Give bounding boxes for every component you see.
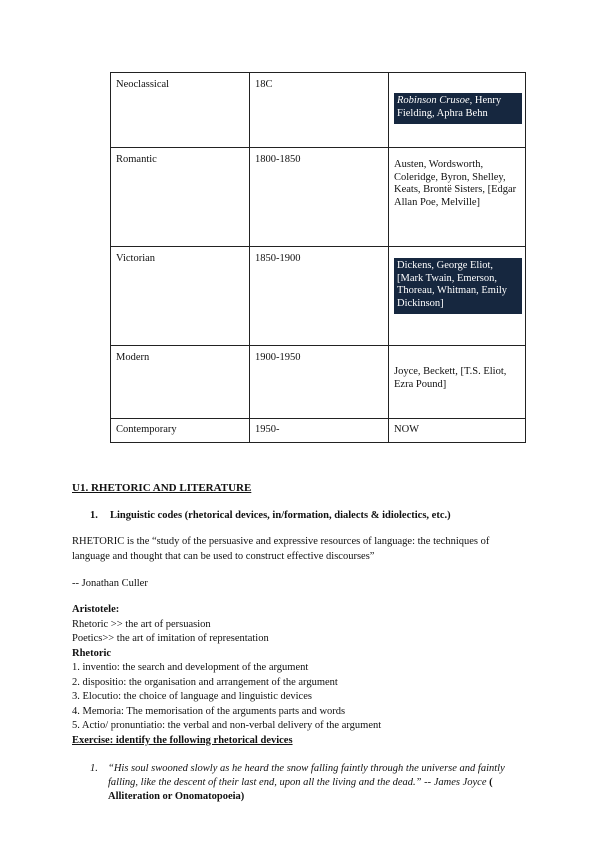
section-title: U1. RHETORIC AND LITERATURE bbox=[72, 482, 252, 494]
subsection-text: Linguistic codes (rhetorical devices, in/formation, dialects & idiolectics, etc.) bbox=[110, 510, 451, 521]
novel-title: Robinson Crusoe bbox=[397, 95, 470, 106]
highlighted-authors bbox=[394, 93, 522, 124]
table-row bbox=[111, 346, 526, 419]
rhetoric-definition: RHETORIC is the “study of the persuasive and expressive resources of language: the techniques of language and thought that can be used to construct effective discourses” bbox=[72, 536, 490, 562]
aristotele-block bbox=[72, 603, 522, 748]
period-cell: Modern bbox=[111, 346, 250, 419]
period-cell: Neoclassical bbox=[111, 73, 250, 148]
rhetoric-heading: Rhetoric bbox=[72, 647, 112, 659]
authors-cell: NOW bbox=[389, 419, 526, 443]
aristotele-line: Rhetoric >> the art of persuasion bbox=[72, 618, 211, 630]
authors-text: Austen, Wordsworth, Coleridge, Byron, Shelley, Keats, Brontë Sisters, [Edgar Allan Poe, Melville] bbox=[394, 159, 517, 208]
years-cell: 18C bbox=[250, 73, 389, 148]
rhetoric-canon-line: 5. Actio/ pronuntiatio: the verbal and non-verbal delivery of the argument bbox=[72, 720, 382, 731]
exercise-item-number: 1. bbox=[90, 763, 98, 774]
exercise-heading: Exercise: identify the following rhetorical devices bbox=[72, 734, 293, 746]
exercise-quote: “His soul swooned slowly as he heard the snow falling faintly through the universe and faintly falling, like the descent of their last end, upon all the living and the dead.” -- James Joyce bbox=[108, 763, 505, 788]
period-cell: Victorian bbox=[111, 247, 250, 346]
table-row bbox=[111, 73, 526, 148]
highlighted-authors: Dickens, George Eliot, [Mark Twain, Emerson, Thoreau, Whitman, Emily Dickinson] bbox=[394, 258, 522, 314]
period-cell: Romantic bbox=[111, 148, 250, 247]
authors-text: , Henry Fielding, Aphra Behn bbox=[397, 95, 502, 119]
table-row bbox=[111, 419, 526, 443]
exercise-answer: ( Alliteration or Onomatopoeia) bbox=[108, 777, 493, 802]
years-cell: 1800-1850 bbox=[250, 148, 389, 247]
years-cell: 1950- bbox=[250, 419, 389, 443]
authors-cell bbox=[389, 247, 526, 346]
table-row bbox=[111, 247, 526, 346]
period-cell: Contemporary bbox=[111, 419, 250, 443]
years-cell: 1850-1900 bbox=[250, 247, 389, 346]
authors-text: Joyce, Beckett, [T.S. Eliot, Ezra Pound] bbox=[394, 366, 507, 390]
literary-periods-table bbox=[110, 72, 526, 443]
rhetoric-canon-line: 2. dispositio: the organisation and arrangement of the argument bbox=[72, 676, 338, 688]
aristotele-line: Poetics>> the art of imitation of representation bbox=[72, 633, 269, 644]
rhetoric-canon-line: 4. Memoria: The memorisation of the arguments parts and words bbox=[72, 705, 346, 717]
authors-cell bbox=[389, 148, 526, 247]
rhetoric-canon-line: 3. Elocutio: the choice of language and linguistic devices bbox=[72, 691, 312, 702]
authors-cell bbox=[389, 346, 526, 419]
exercise-item bbox=[90, 762, 520, 804]
subsection-number: 1. bbox=[90, 510, 98, 521]
subsection-title bbox=[90, 510, 451, 521]
table-row bbox=[111, 148, 526, 247]
authors-cell bbox=[389, 73, 526, 148]
years-cell: 1900-1950 bbox=[250, 346, 389, 419]
rhetoric-canon-line: 1. inventio: the search and development of the argument bbox=[72, 662, 309, 673]
aristotele-heading: Aristotele: bbox=[72, 604, 120, 615]
definition-attribution: -- Jonathan Culler bbox=[72, 578, 148, 589]
